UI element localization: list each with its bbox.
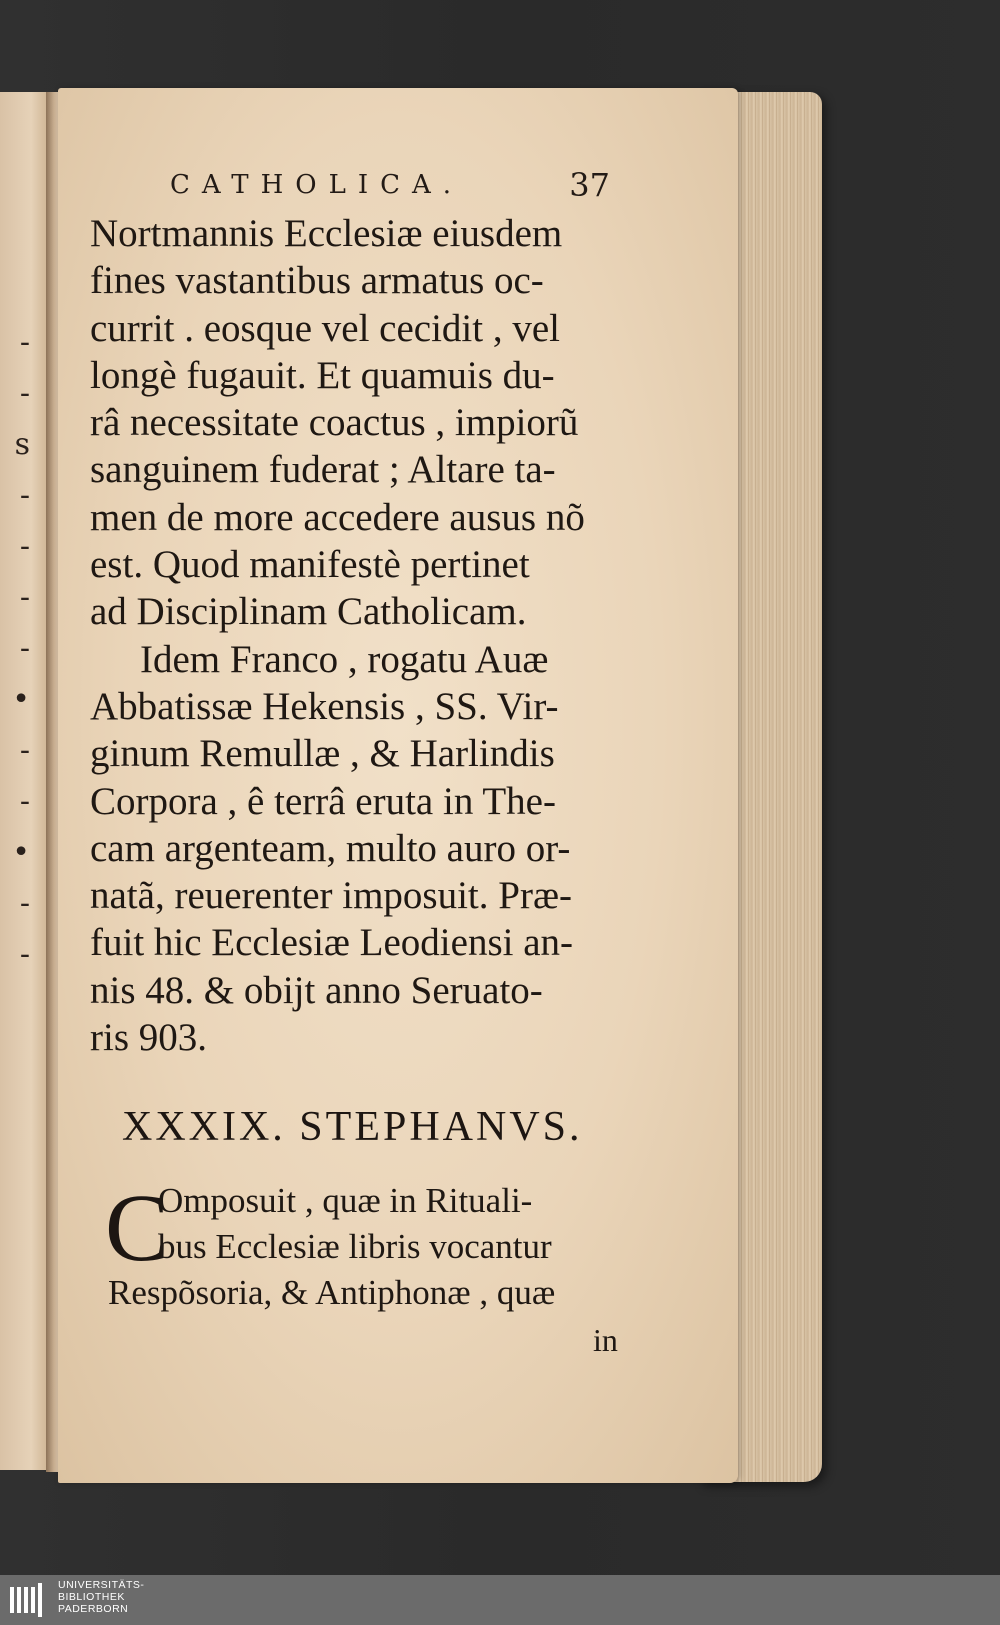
text-line: currit . eosque vel cecidit , vel	[90, 306, 560, 350]
left-mark: -	[19, 580, 30, 615]
text-line: cam argenteam, multo auro or-	[90, 826, 571, 870]
left-mark: -	[19, 784, 30, 819]
text-line: râ necessitate coactus , impiorũ	[90, 401, 579, 445]
text-line: Nortmannis Ecclesiæ eiusdem	[90, 212, 563, 255]
page-number: 37	[569, 166, 610, 204]
left-facing-page	[0, 92, 52, 1470]
left-mark: -	[19, 937, 30, 972]
text-line: Respõsoria, & Antiphonæ , quæ	[108, 1273, 556, 1312]
library-logo-icon	[10, 1583, 50, 1617]
text-line: Abbatissæ Hekensis , SS. Vir-	[90, 684, 559, 728]
library-name-line: BIBLIOTHEK	[58, 1591, 125, 1603]
text-line: longè fugauit. Et quamuis du-	[90, 353, 555, 397]
text-line: fuit hic Ecclesiæ Leodiensi an-	[90, 921, 574, 965]
left-mark: -	[19, 886, 30, 921]
text-line: est. Quod manifestè pertinet	[90, 543, 530, 587]
text-line: ad Disciplinam Catholicam.	[90, 590, 527, 634]
library-footer	[0, 1575, 1000, 1625]
left-mark: -	[19, 631, 30, 666]
text-line: nis 48. & obijt anno Seruato-	[90, 968, 543, 1012]
main-text	[90, 210, 630, 1061]
text-line: natã, reuerenter imposuit. Præ-	[90, 874, 572, 918]
left-mark: -	[19, 478, 30, 513]
text-line: bus Ecclesiæ libris vocantur	[158, 1227, 552, 1266]
left-mark: •	[12, 682, 30, 717]
library-name	[58, 1579, 144, 1615]
section-heading: XXXIX. STEPHANVS.	[122, 1104, 583, 1150]
left-mark: •	[12, 835, 30, 870]
text-line: fines vastantibus armatus oc-	[90, 259, 544, 303]
running-head: CATHOLICA.	[170, 170, 464, 200]
text-line: Idem Franco , rogatu Auæ	[140, 637, 549, 681]
left-mark: -	[19, 325, 30, 360]
library-name-line: UNIVERSITÄTS-	[58, 1579, 145, 1591]
page-header	[170, 166, 610, 210]
text-line: Omposuit , quæ in Rituali-	[158, 1181, 533, 1220]
left-page-marks	[0, 317, 30, 980]
second-paragraph	[108, 1178, 628, 1316]
left-mark: -	[19, 529, 30, 564]
text-line: sanguinem fuderat ; Altare ta-	[90, 448, 556, 492]
text-line: ris 903.	[90, 1016, 207, 1060]
left-mark: -	[19, 733, 30, 768]
left-mark: -	[19, 376, 30, 411]
text-line: men de more accedere ausus nõ	[90, 495, 585, 539]
catchword: in	[593, 1322, 618, 1358]
text-line: ginum Remullæ , & Harlindis	[90, 732, 555, 776]
left-mark: s	[14, 427, 30, 462]
library-name-line: PADERBORN	[58, 1603, 129, 1615]
text-line: Corpora , ê terrâ eruta in The-	[90, 779, 556, 823]
drop-cap: C	[105, 1174, 170, 1281]
